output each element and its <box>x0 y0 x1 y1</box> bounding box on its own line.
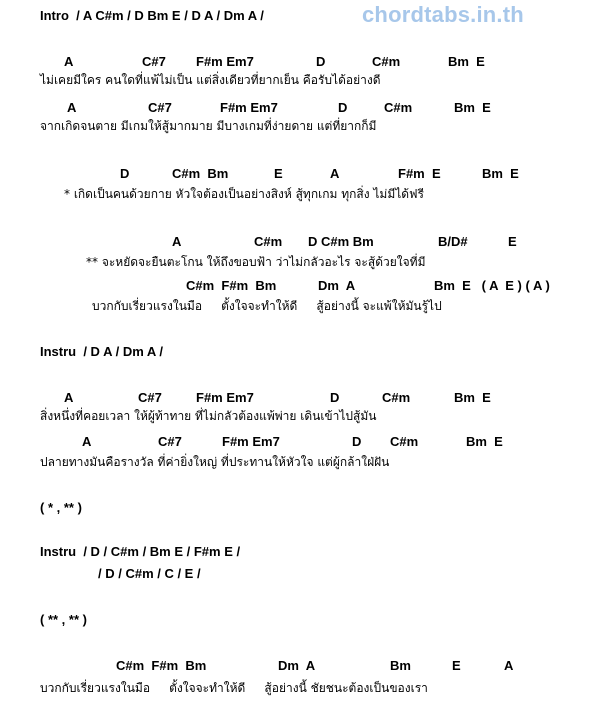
chord: A <box>330 166 340 181</box>
chord: D <box>316 54 326 69</box>
chord: A <box>504 658 514 673</box>
chord: Dm A <box>318 278 356 293</box>
instru-line: / D / C#m / C / E / <box>98 566 201 581</box>
instru-line: Instru / D / C#m / Bm E / F#m E / <box>40 544 241 559</box>
chord: E <box>508 234 517 249</box>
chord: F#m Em7 <box>196 390 254 405</box>
chord: E <box>274 166 283 181</box>
chord: Bm E ( A E ) ( A ) <box>434 278 550 293</box>
chord: F#m E <box>398 166 441 181</box>
chord: Bm E <box>466 434 503 449</box>
chord: A <box>82 434 92 449</box>
chord: C#m <box>254 234 283 249</box>
chord: C#m <box>382 390 411 405</box>
lyric-line: ** จะหยัดจะยืนตะโกน ให้ถึงขอบฟ้า ว่าไม่กลัวอะไร จะสู้ด้วยใจที่มี <box>86 255 426 269</box>
instru-line: Instru / D A / Dm A / <box>40 344 164 359</box>
chord: C#m Bm <box>172 166 229 181</box>
lyric-line: บวกกับเรี่ยวแรงในมือ ตั้งใจจะทำให้ดี สู้อย่างนี้ ชัยชนะต้องเป็นของเรา <box>40 681 428 695</box>
chord: F#m Em7 <box>222 434 280 449</box>
chord: C#7 <box>142 54 166 69</box>
intro-line: Intro / A C#m / D Bm E / D A / Dm A / <box>40 8 264 23</box>
repeat-marker: ( ** , ** ) <box>40 612 87 627</box>
chord: D <box>330 390 340 405</box>
chord: A <box>64 390 74 405</box>
chord: D <box>338 100 348 115</box>
chord: C#7 <box>158 434 182 449</box>
lyric-line: ปลายทางมันคือรางวัล ที่ค่ายิ่งใหญ่ ที่ประทานให้หัวใจ แต่ผู้กล้าใฝ่ฝัน <box>40 455 390 469</box>
chord: Bm E <box>454 100 491 115</box>
lyric-line: ไม่เคยมีใคร คนใดที่แพ้ไม่เป็น แต่สิ่งเดียวที่ยากเย็น คือรับได้อย่างดี <box>40 73 381 87</box>
chord: C#7 <box>138 390 162 405</box>
chord: Bm <box>390 658 411 673</box>
chord: D <box>120 166 130 181</box>
chord: Bm E <box>454 390 491 405</box>
repeat-marker: ( * , ** ) <box>40 500 82 515</box>
chord: D C#m Bm <box>308 234 374 249</box>
chord: A <box>64 54 74 69</box>
chord: E <box>452 658 461 673</box>
chord: Bm E <box>482 166 519 181</box>
chord: Bm E <box>448 54 485 69</box>
chord: F#m Em7 <box>196 54 254 69</box>
chord: B/D# <box>438 234 468 249</box>
chord: C#m F#m Bm <box>186 278 277 293</box>
chord: D <box>352 434 362 449</box>
watermark-logo: chordtabs.in.th <box>362 2 524 27</box>
chord: F#m Em7 <box>220 100 278 115</box>
lyric-line: สิ่งหนึ่งที่คอยเวลา ให้ผู้ท้าทาย ที่ไม่กลัวต้องแพ้พ่าย เดินเข้าไปสู้มัน <box>40 409 377 423</box>
chord: C#m F#m Bm <box>116 658 207 673</box>
chord: A <box>67 100 77 115</box>
chord: C#m <box>384 100 413 115</box>
chord: C#7 <box>148 100 172 115</box>
chord: Dm A <box>278 658 316 673</box>
chord: A <box>172 234 182 249</box>
lyric-line: จากเกิดจนตาย มีเกมให้สู้มากมาย มีบางเกมที่ง่ายดาย แต่ที่ยากก็มี <box>40 119 377 133</box>
lyric-line: บวกกับเรี่ยวแรงในมือ ตั้งใจจะทำให้ดี สู้อย่างนี้ จะแพ้ให้มันรู้ไป <box>92 299 442 313</box>
chord: C#m <box>372 54 401 69</box>
chord: C#m <box>390 434 419 449</box>
lyric-line: * เกิดเป็นคนด้วยกาย หัวใจต้องเป็นอย่างสิงห์ สู้ทุกเกม ทุกสิ่ง ไม่มีได้ฟรี <box>64 187 424 201</box>
